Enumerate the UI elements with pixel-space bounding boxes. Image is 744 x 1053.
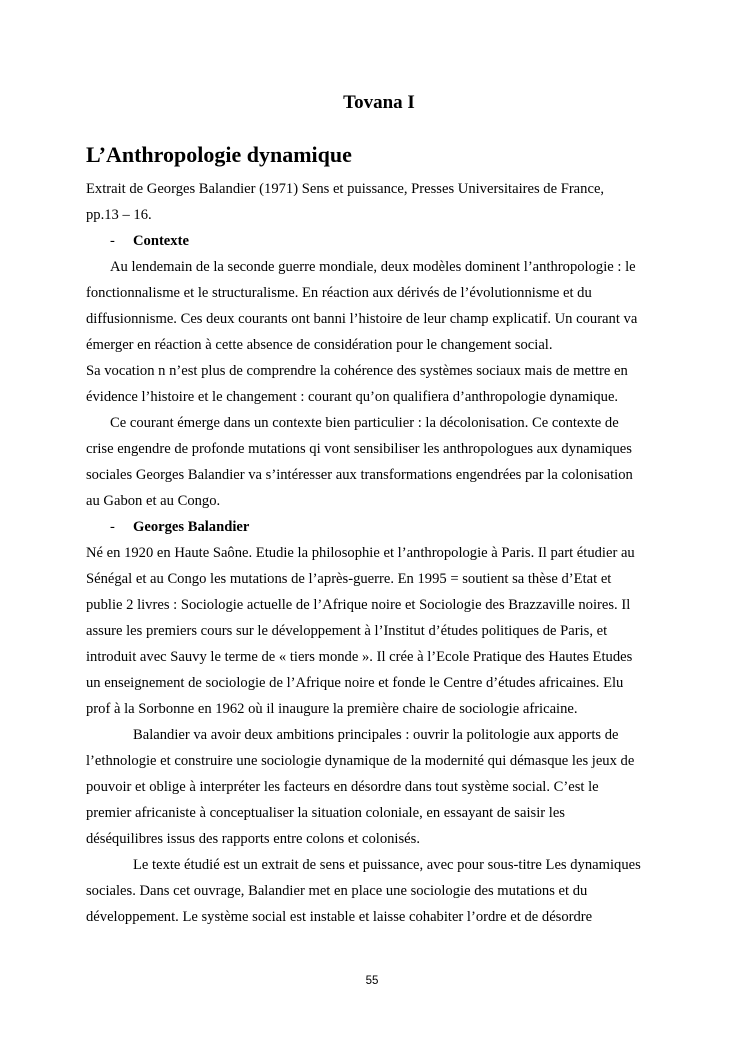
paragraph-line: émerger en réaction à cette absence de considération pour le changement social. (86, 337, 553, 353)
paragraph-line: pouvoir et oblige à interpréter les facteurs en désordre dans tout système social. C’est le (86, 779, 599, 795)
paragraph-line: Au lendemain de la seconde guerre mondiale, deux modèles dominent l’anthropologie : le (110, 259, 636, 275)
bullet-dash: - (110, 233, 115, 249)
source-line: Extrait de Georges Balandier (1971) Sens et puissance, Presses Universitaires de France, (86, 181, 605, 197)
paragraph-line: un enseignement de sociologie de l’Afrique noire et fonde le Centre d’études africaines. Elu (86, 675, 624, 691)
paragraph-line: Le texte étudié est un extrait de sens et puissance, avec pour sous-titre Les dynamiques (133, 857, 641, 873)
source-line: pp.13 – 16. (86, 207, 152, 223)
paragraph-line: développement. Le système social est instable et laisse cohabiter l’ordre et de désordre (86, 909, 593, 925)
bullet-label: Contexte (133, 233, 189, 249)
paragraph-line: évidence l’histoire et le changement : courant qu’on qualifiera d’anthropologie dynamique. (86, 389, 619, 405)
paragraph-line: introduit avec Sauvy le terme de « tiers monde ». Il crée à l’Ecole Pratique des Hautes Etudes (86, 649, 633, 665)
paragraph-line: publie 2 livres : Sociologie actuelle de l’Afrique noire et Sociologie des Brazzaville noires. Il (86, 597, 631, 613)
section-heading: L’Anthropologie dynamique (86, 142, 352, 167)
bullet-dash: - (110, 519, 115, 535)
paragraph-line: diffusionnisme. Ces deux courants ont banni l’histoire de leur champ explicatif. Un courant va (86, 311, 638, 327)
paragraph-line: assure les premiers cours sur le développement à l’Institut d’études politiques de Paris, et (86, 623, 608, 639)
paragraph-line: Sa vocation n n’est plus de comprendre la cohérence des systèmes sociaux mais de mettre en (86, 363, 628, 379)
paragraph-line: sociales. Dans cet ouvrage, Balandier met en place une sociologie des mutations et du (86, 883, 588, 899)
paragraph-line: l’ethnologie et construire une sociologie dynamique de la modernité qui démasque les jeux de (86, 753, 635, 769)
bullet-contexte (110, 232, 189, 250)
paragraph-line: crise engendre de profonde mutations qi vont sensibiliser les anthropologues aux dynamiques (86, 441, 632, 457)
paragraph-line: au Gabon et au Congo. (86, 493, 221, 509)
paragraph-line: prof à la Sorbonne en 1962 où il inaugure la première chaire de sociologie africaine. (86, 701, 578, 717)
paragraph-line: Balandier va avoir deux ambitions principales : ouvrir la politologie aux apports de (133, 727, 619, 743)
paragraph-line: Né en 1920 en Haute Saône. Etudie la philosophie et l’anthropologie à Paris. Il part étudier au (86, 545, 635, 561)
paragraph-line: sociales Georges Balandier va s’intéresser aux transformations engendrées par la colonisation (86, 467, 633, 483)
page-number: 55 (365, 975, 379, 987)
bullet-label: Georges Balandier (133, 519, 250, 535)
bullet-georges-balandier (110, 518, 249, 536)
chapter-title: Tovana I (343, 92, 415, 113)
paragraph-line: fonctionnalisme et le structuralisme. En réaction aux dérivés de l’évolutionnisme et du (86, 285, 592, 301)
paragraph-line: Ce courant émerge dans un contexte bien particulier : la décolonisation. Ce contexte de (110, 415, 619, 431)
paragraph-line: Sénégal et au Congo les mutations de l’après-guerre. En 1995 = soutient sa thèse d’Etat et (86, 571, 612, 587)
paragraph-line: déséquilibres issus des rapports entre colons et colonisés. (86, 831, 420, 847)
paragraph-line: premier africaniste à conceptualiser la situation coloniale, en essayant de saisir les (86, 805, 565, 821)
